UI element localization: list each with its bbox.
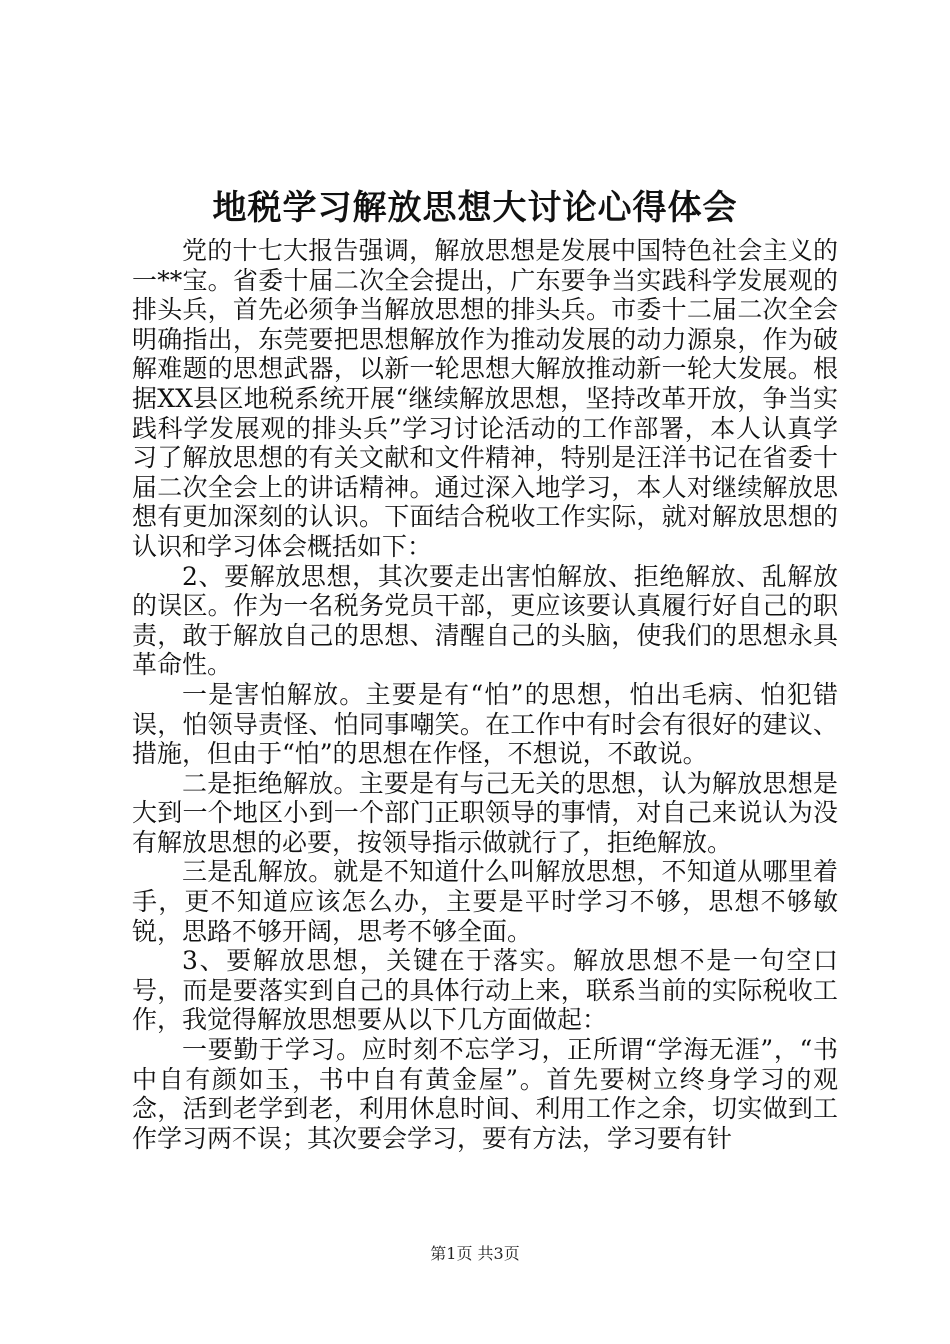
paragraph-point-3: 三是乱解放。就是不知道什么叫解放思想，不知道从哪里着手，更不知道应该怎么办，主要是平时学习不够，思想不够敏锐，思路不够开阔，思考不够全面。	[132, 857, 838, 946]
paragraph-study: 一要勤于学习。应时刻不忘学习，正所谓“学海无涯”，“书中自有颜如玉，书中自有黄金屋”。首先要树立终身学习的观念，活到老学到老，利用休息时间、利用工作之余，切实做到工作学习两不误；其次要会学习，要有方法，学习要有针	[132, 1035, 838, 1153]
paragraph-intro: 党的十七大报告强调，解放思想是发展中国特色社会主义的一**宝。省委十届二次全会提出，广东要争当实践科学发展观的排头兵，首先必须争当解放思想的排头兵。市委十二届二次全会明确指出，东莞要把思想解放作为推动发展的动力源泉，作为破解难题的思想武器，以新一轮思想大解放推动新一轮大发展。根据XX县区地税系统开展“继续解放思想，坚持改革开放，争当实践科学发展观的排头兵”学习讨论活动的工作部署，本人认真学习了解放思想的有关文献和文件精神，特别是汪洋书记在省委十届二次全会上的讲话精神。通过深入地学习，本人对继续解放思想有更加深刻的认识。下面结合税收工作实际，就对解放思想的认识和学习体会概括如下：	[132, 236, 838, 561]
document-title: 地税学习解放思想大讨论心得体会	[212, 188, 738, 228]
paragraph-point-1: 一是害怕解放。主要是有“怕”的思想，怕出毛病、怕犯错误，怕领导责怪、怕同事嘲笑。在工作中有时会有很好的建议、措施，但由于“怕”的思想在作怪，不想说，不敢说。	[132, 679, 838, 769]
page-number-footer: 第1页 共3页	[430, 1244, 520, 1263]
paragraph-section-2: 2、要解放思想，其次要走出害怕解放、拒绝解放、乱解放的误区。作为一名税务党员干部，更应该要认真履行好自己的职责，敢于解放自己的思想、清醒自己的头脑，使我们的思想永具革命性。	[132, 561, 838, 680]
document-body	[132, 236, 838, 1153]
paragraph-section-3: 3、要解放思想，关键在于落实。解放思想不是一句空口号，而是要落实到自己的具体行动上来，联系当前的实际税收工作，我觉得解放思想要从以下几方面做起：	[132, 946, 838, 1035]
paragraph-point-2: 二是拒绝解放。主要是有与己无关的思想，认为解放思想是大到一个地区小到一个部门正职领导的事情，对自己来说认为没有解放思想的必要，按领导指示做就行了，拒绝解放。	[132, 768, 838, 857]
